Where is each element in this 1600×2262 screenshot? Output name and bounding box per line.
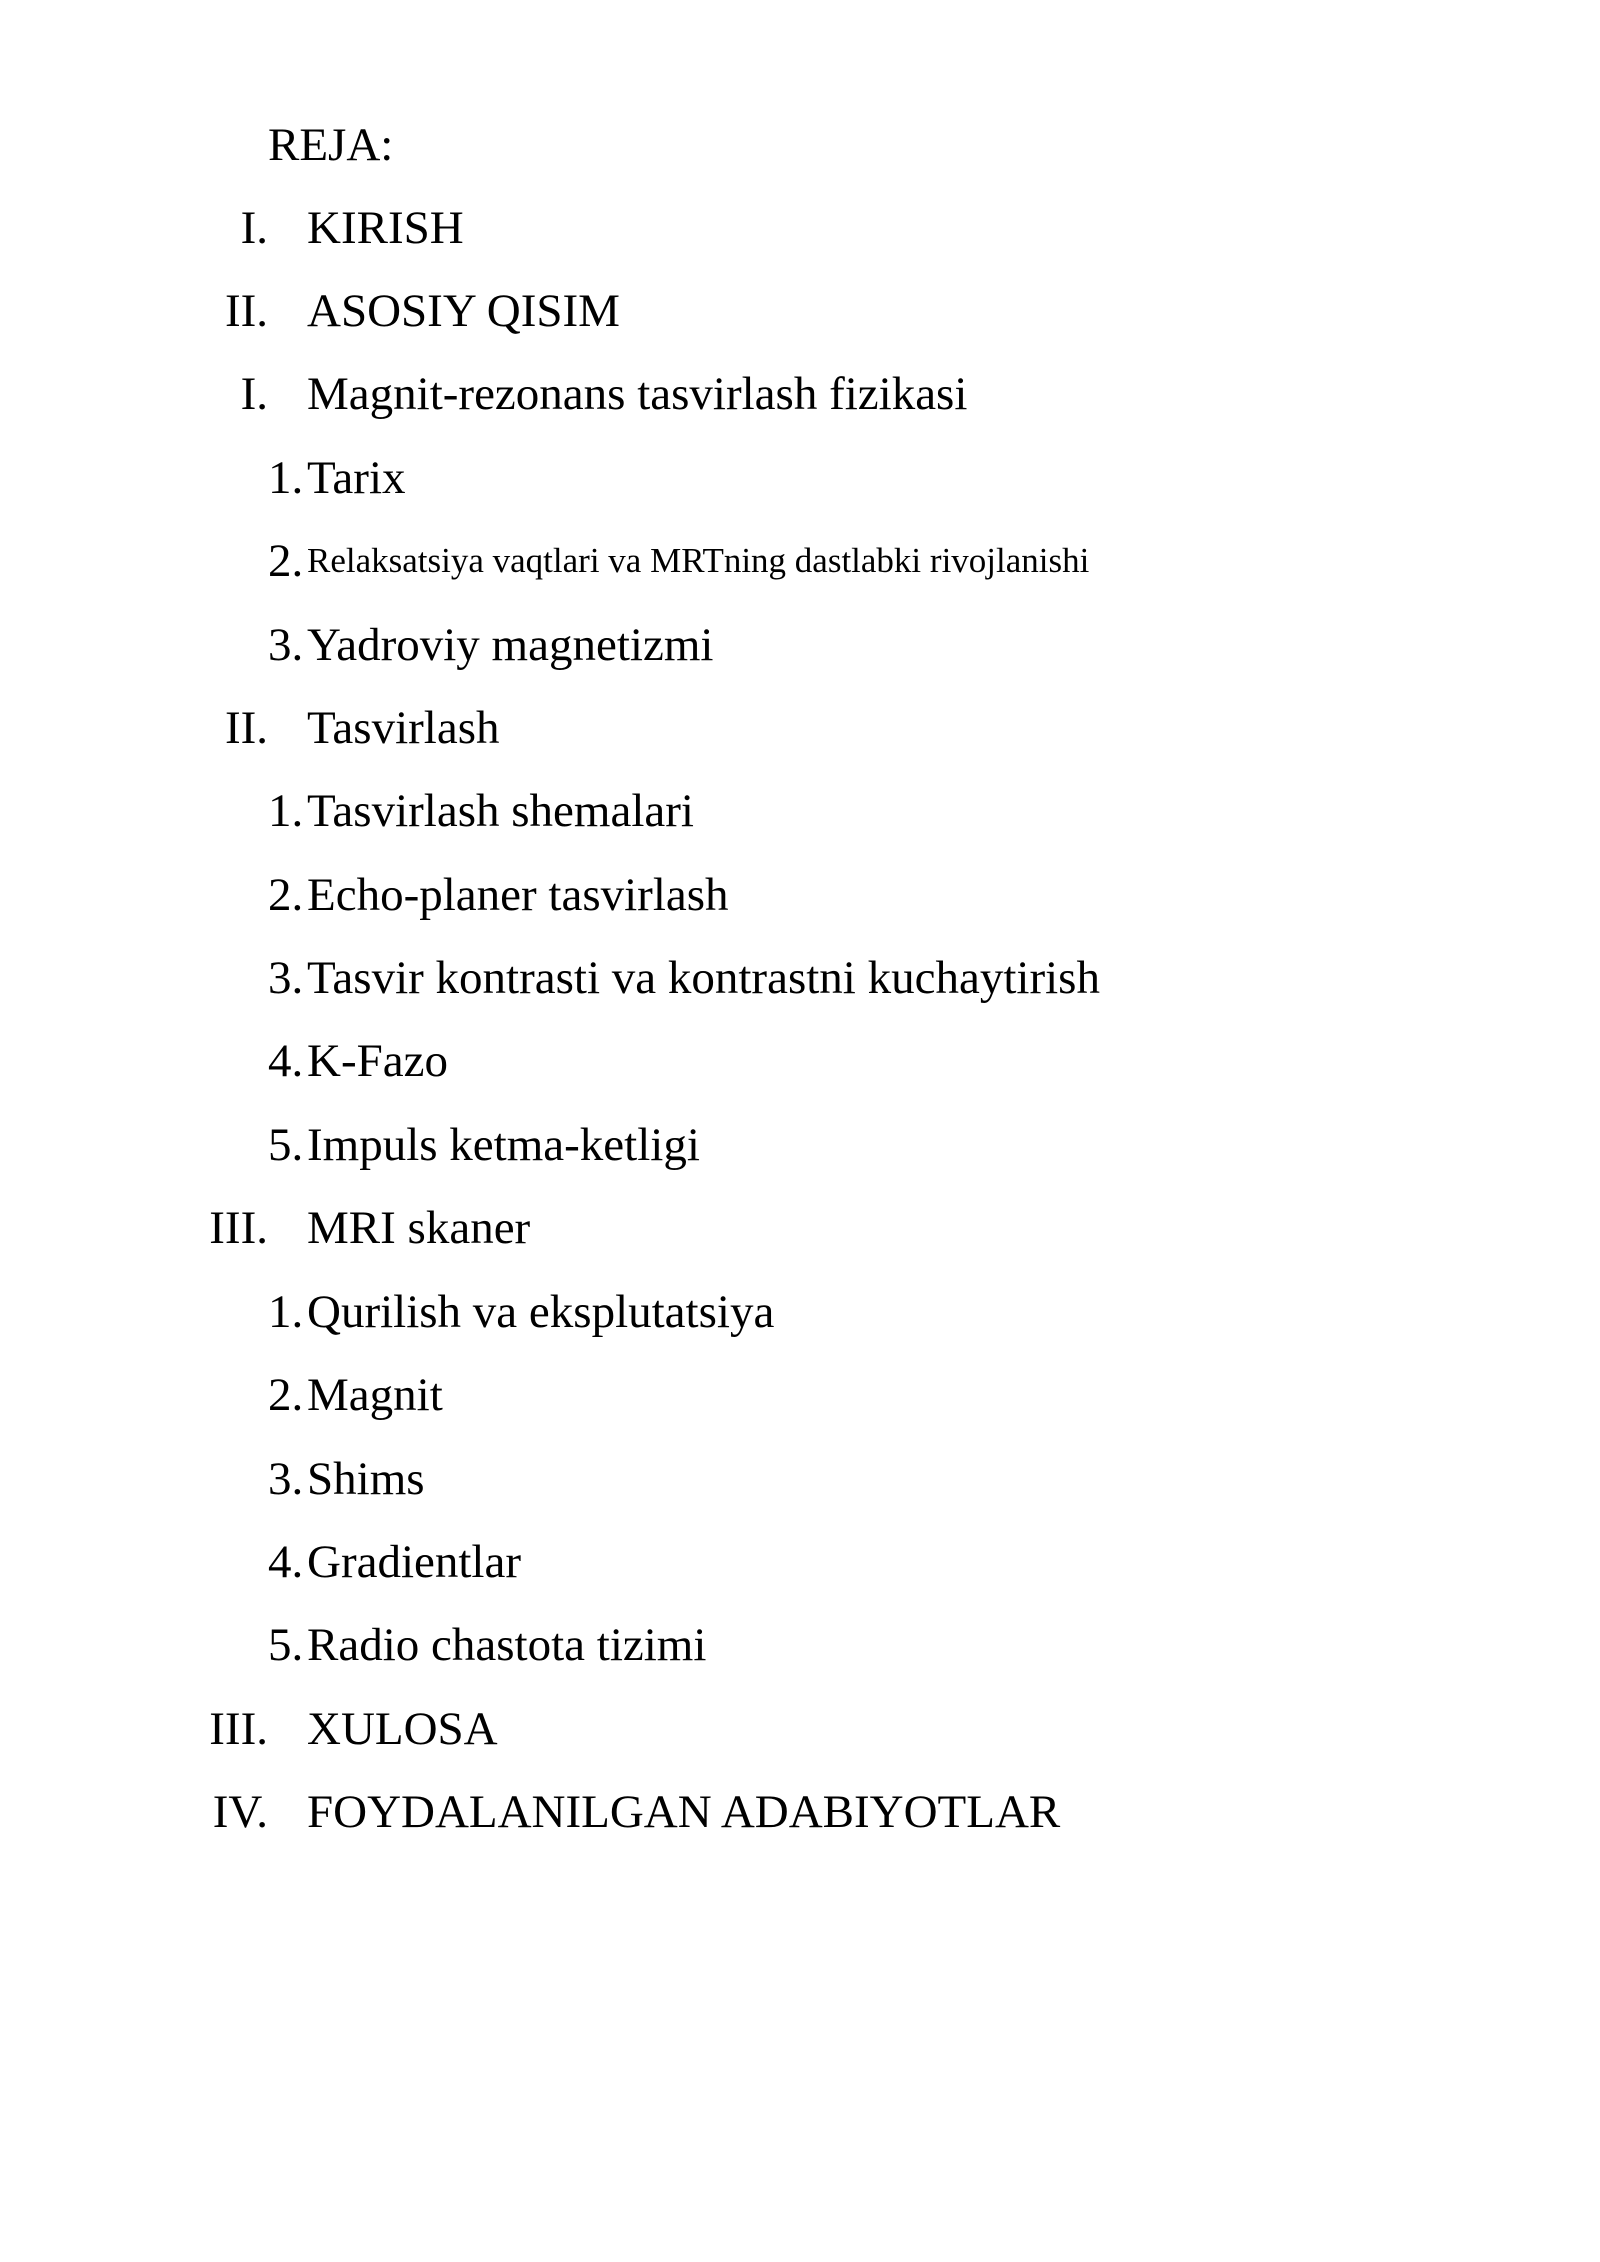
outline-item-conclusion xyxy=(0,1699,1600,1759)
item-text: ASOSIY QISIM xyxy=(307,285,620,337)
item-text: Tasvirlash xyxy=(307,702,500,754)
outline-subitem xyxy=(0,948,1600,1008)
item-text: KIRISH xyxy=(307,202,464,254)
item-text: Relaksatsiya vaqtlari va MRTning dastlabki rivojlanishi xyxy=(307,541,1090,580)
plan-heading: REJA: xyxy=(268,119,394,171)
item-marker: I. xyxy=(240,368,268,420)
item-marker: 2. xyxy=(268,535,304,587)
item-text: Tarix xyxy=(307,452,406,504)
item-marker: 3. xyxy=(268,1453,304,1505)
item-marker: 4. xyxy=(268,1035,304,1087)
item-text: XULOSA xyxy=(307,1703,498,1755)
outline-item-references xyxy=(0,1782,1600,1842)
outline-subitem xyxy=(0,1031,1600,1091)
item-text: Tasvirlash shemalari xyxy=(307,785,694,837)
item-text: Gradientlar xyxy=(307,1536,522,1588)
item-text: Echo-planer tasvirlash xyxy=(307,869,729,921)
item-text: Impuls ketma-ketligi xyxy=(307,1119,700,1171)
outline-subitem xyxy=(0,1365,1600,1425)
outline-item-intro xyxy=(0,198,1600,258)
item-text: Yadroviy magnetizmi xyxy=(307,619,714,671)
outline-subitem xyxy=(0,781,1600,841)
item-text: Shims xyxy=(307,1453,425,1505)
item-marker: 4. xyxy=(268,1536,304,1588)
outline-subitem xyxy=(0,1615,1600,1675)
outline-subitem xyxy=(0,865,1600,925)
item-marker: III. xyxy=(209,1202,268,1254)
outline-item-section xyxy=(0,698,1600,758)
item-text: Radio chastota tizimi xyxy=(307,1619,707,1671)
item-marker: 5. xyxy=(268,1619,304,1671)
item-marker: II. xyxy=(224,285,268,337)
item-marker: 2. xyxy=(268,1369,304,1421)
item-text: Qurilish va eksplutatsiya xyxy=(307,1286,775,1338)
outline-subitem xyxy=(0,615,1600,675)
outline-subitem xyxy=(0,1449,1600,1509)
item-marker: 3. xyxy=(268,952,304,1004)
outline-subitem xyxy=(0,531,1600,591)
item-marker: 1. xyxy=(268,452,304,504)
outline-subitem xyxy=(0,448,1600,508)
outline-subitem xyxy=(0,1532,1600,1592)
item-text: Magnit xyxy=(307,1369,443,1421)
item-marker: II. xyxy=(224,702,268,754)
item-text: FOYDALANILGAN ADABIYOTLAR xyxy=(307,1786,1061,1838)
item-marker: 3. xyxy=(268,619,304,671)
item-marker: 5. xyxy=(268,1119,304,1171)
item-text: MRI skaner xyxy=(307,1202,531,1254)
item-text: Tasvir kontrasti va kontrastni kuchaytirish xyxy=(307,952,1100,1004)
item-marker: 1. xyxy=(268,1286,304,1338)
item-text: K-Fazo xyxy=(307,1035,448,1087)
item-marker: III. xyxy=(209,1703,268,1755)
item-marker: 2. xyxy=(268,869,304,921)
item-marker: I. xyxy=(240,202,268,254)
item-text: Magnit-rezonans tasvirlash fizikasi xyxy=(307,368,968,420)
item-marker: IV. xyxy=(212,1786,268,1838)
outline-subitem xyxy=(0,1115,1600,1175)
item-marker: 1. xyxy=(268,785,304,837)
outline-subitem xyxy=(0,1282,1600,1342)
outline-item-section xyxy=(0,364,1600,424)
outline-item-section xyxy=(0,1198,1600,1258)
outline-item-main xyxy=(0,281,1600,341)
